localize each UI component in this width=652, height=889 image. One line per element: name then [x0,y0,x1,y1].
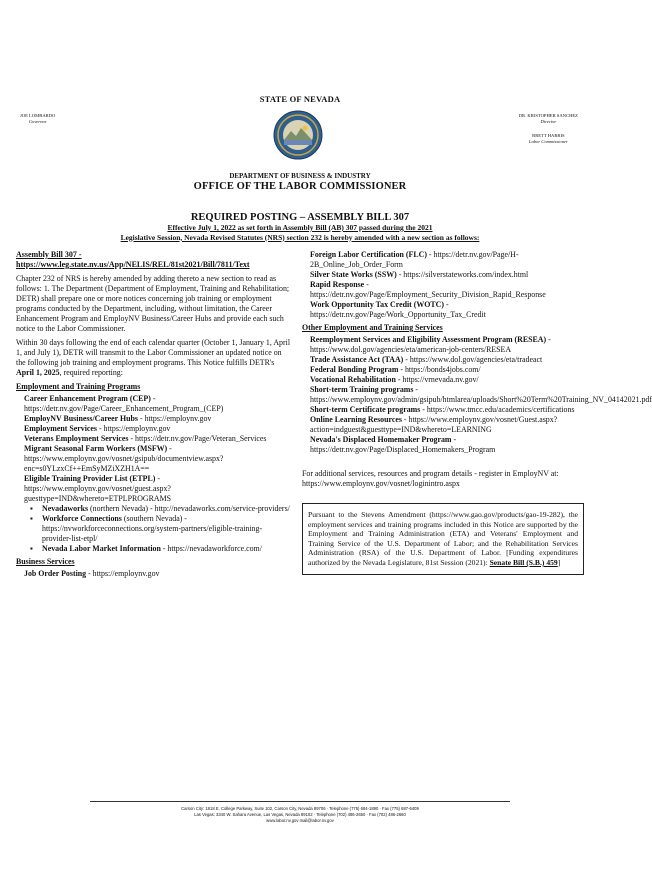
stevens-amendment-box [302,503,584,575]
posting-statute-line: Legislative Session, Nevada Revised Statutes (NRS) section 232 is hereby amended with a new section as follows: [120,232,480,242]
etpl-providers-list [16,504,290,554]
posting-effective-line: Effective July 1, 2022 as set forth in Assembly Bill (AB) 307 passed during the 2021 [167,223,433,232]
labor-commissioner-name: BRETT HARRIS [532,133,565,138]
program-url[interactable]: - https://www.dol.gov/agencies/eta/american-job-centers/RESEA [310,335,551,354]
program-name: Employment Services [24,424,97,433]
footer-web-email: www.labor.nv.gov mail@labor.nv.gov [266,818,334,823]
stevens-amendment-text: Pursuant to the Stevens Amendment (https://www.gao.gov/products/gao-19-282), the employment services and training programs included in this Notice are supported by the Employment and Training Administration (ETA) and Veterans' Employment and Training Service of the U.S. Department of Labor; and the Rehabilitation Services Administration (RSA) of the U.S. Department of Labor. [Funding expenditures authorized by the Nevada Legislature, 81st Session (2021): [308,510,578,567]
program-entry [302,385,652,405]
provider-url: (northern Nevada) - http://nevadaworks.com/service-providers/ [88,504,290,513]
program-url[interactable]: - https://employnv.gov [138,414,212,423]
program-url[interactable]: - https://www.tmcc.edu/academics/certifications [420,405,575,414]
program-entry [302,280,584,300]
program-url[interactable]: - https://bonds4jobs.com/ [398,365,481,374]
statute-paragraph: Chapter 232 of NRS is hereby amended by adding thereto a new section to read as follows: 1. The Department (Department of Employment, Training and Rehabilitation; DETR) shall prepare one or more notices concerning job training or employment programs conducted by the Department, including, without limitation, the Career Enhancement Program and EmployNV Business/Career Hubs and provide each such notice to the Labor Commissioner. [16,274,290,333]
program-name: Reemployment Services and Eligibility Assessment Program (RESEA) [310,335,547,344]
footer-carson-city: Carson City: 1818 E. College Parkway, Suite 102, Carson City, Nevada 89706 · Telephone (775) 684-1890 · Fax (775) 687-6409 [181,806,419,811]
right-column [302,250,652,778]
list-item-text[interactable] [42,504,290,514]
reporting-text-end: , required reporting: [59,368,123,377]
footer-las-vegas: Las Vegas: 3340 W. Sahara Avenue, Las Vegas, Nevada 89102 · Telephone (702) 486-2650 · Fax (702) 486-2660 [194,812,406,817]
program-name: Work Opportunity Tax Credit (WOTC) [310,300,445,309]
program-entry [16,444,290,474]
program-url[interactable]: - https://detr.nv.gov/Page/Work_Opportunity_Tax_Credit [310,300,486,319]
program-entry [16,394,290,414]
list-item [30,514,290,544]
program-url[interactable]: - https://www.employnv.gov/admin/gsipub/htmlarea/uploads/Short%20Term%20Training_NV_04142021.pdf [310,385,652,404]
provider-url: (southern Nevada) - https://nvworkforceconnections.org/system-partners/eligible-training-provider-list-etpl/ [42,514,263,543]
provider-name: Nevada Labor Market Information [42,544,161,553]
letterhead [16,104,584,198]
program-name: Career Enhancement Program (CEP) [24,394,151,403]
assembly-bill-link[interactable]: Assembly Bill 307 - https://www.leg.state.nv.us/App/NELIS/REL/81st2021/Bill/7811/Text [16,250,250,269]
program-url[interactable]: - https://detr.nv.gov/Page/Career_Enhancement_Program_(CEP) [24,394,224,413]
program-entry [302,435,584,455]
list-item [30,504,290,514]
governor-name: JOE LOMBARDO [20,113,56,118]
program-name: Trade Assistance Act (TAA) [310,355,404,364]
program-entry [302,335,584,355]
department-name: DEPARTMENT OF BUSINESS & INDUSTRY [229,172,371,180]
program-name: Eligible Training Provider List (ETPL) [24,474,156,483]
program-entry [302,300,584,320]
list-item [30,544,290,554]
senate-bill-link[interactable]: Senate Bill (S.B.) 459 [489,557,558,567]
left-column [16,250,290,778]
provider-url: - https://nevadaworkforce.com/ [160,544,262,553]
program-name: Short-term Training programs [310,385,414,394]
program-url[interactable]: - https://www.employnv.gov/vosnet/guest.aspx?guesttype=IND&whereto=ETPLPROGRAMS [24,474,171,503]
posting-title: REQUIRED POSTING – ASSEMBLY BILL 307 [190,212,410,223]
program-name: Vocational Rehabilitation [310,375,396,384]
body-columns [16,250,652,778]
bullet-icon: ▪ [30,514,33,523]
program-name: Migrant Seasonal Farm Workers (MSFW) [24,444,168,453]
program-url[interactable]: - https://detr.nv.gov/Page/H-2B_Online_Job_Order_Form [310,250,519,269]
program-entry [302,270,584,280]
reporting-text: Within 30 days following the end of each calendar quarter (October 1, January 1, April 1, and July 1), DETR will transmit to the Labor Commissioner an updated notice on the following job training and employment programs. This Notice fulfills DETR's [16,338,291,367]
program-entry [16,414,290,424]
page-footer [90,801,510,824]
program-url[interactable]: - https://employnv.gov [86,569,160,578]
program-entry [302,355,584,365]
program-entry [16,424,290,434]
provider-name: Nevadaworks [42,504,89,513]
program-url[interactable]: - https://www.employnv.gov/vosnet/gsipub/documentview.aspx?enc=s0YLzxCf++EmSyMZiXZH1A== [24,444,224,473]
program-entry [302,250,584,270]
reporting-date: April 1, 2025 [16,368,60,377]
other-services-heading: Other Employment and Training Services [302,323,443,332]
posting-header [16,212,584,242]
program-name: Federal Bonding Program [310,365,399,374]
employment-programs-heading: Employment and Training Programs [16,382,141,391]
program-url[interactable]: - https://detr.nv.gov/Page/Displaced_Homemakers_Program [310,435,496,454]
program-entry [302,415,584,435]
program-name: Short-term Certificate programs [310,405,421,414]
program-url[interactable]: - https://silverstateworks.com/index.html [396,270,529,279]
stevens-amendment-close: ] [557,557,561,567]
program-entry [16,569,290,579]
program-entry [302,375,584,385]
bullet-icon: ▪ [30,504,33,513]
program-name: Rapid Response [310,280,365,289]
provider-name: Workforce Connections [42,514,122,523]
directors-block [519,113,578,145]
list-item-text[interactable] [42,544,262,554]
program-url[interactable]: - https://www.employnv.gov/vosnet/Guest.aspx?action=indguest&guesttype=IND&whereto=LEARNING [310,415,558,434]
program-name: Online Learning Resources [310,415,402,424]
program-entry [302,405,584,415]
program-url[interactable]: - https://www.dol.gov/agencies/eta/tradeact [403,355,543,364]
program-entry [16,434,290,444]
bullet-icon: ▪ [30,544,33,553]
governor-title: Governor [28,119,47,124]
program-name: Veterans Employment Services [24,434,129,443]
program-name: Job Order Posting [24,569,87,578]
governor-block [20,113,55,125]
program-name: Silver State Works (SSW) [310,270,397,279]
nevada-state-seal-icon [273,110,323,160]
program-name: EmployNV Business/Career Hubs [24,414,138,423]
director-title: Director [540,119,557,124]
office-name: OFFICE OF THE LABOR COMMISSIONER [193,181,407,192]
program-url[interactable]: - https://employnv.gov [96,424,171,433]
labor-commissioner-title: Labor Commissioner [528,139,568,144]
reporting-paragraph [16,338,290,378]
business-services-heading: Business Services [16,557,75,566]
program-name: Nevada's Displaced Homemaker Program [310,435,452,444]
program-url[interactable]: - https://detr.nv.gov/Page/Veteran_Services [128,434,267,443]
program-name: Foreign Labor Certification (FLC) [310,250,427,259]
program-url[interactable]: - https://vrnevada.nv.gov/ [395,375,479,384]
list-item-text[interactable] [42,514,290,544]
program-url[interactable]: - https://detr.nv.gov/Page/Employment_Security_Division_Rapid_Response [310,280,546,299]
additional-services-note: For additional services, resources and program details - register in EmployNV at: https://www.employnv.gov/vosnet/loginintro.aspx [302,469,559,488]
state-heading: STATE OF NEVADA [259,94,341,104]
program-entry [16,474,290,504]
program-entry [302,365,584,375]
director-name: DR. KRISTOPHER SANCHEZ [518,113,578,118]
